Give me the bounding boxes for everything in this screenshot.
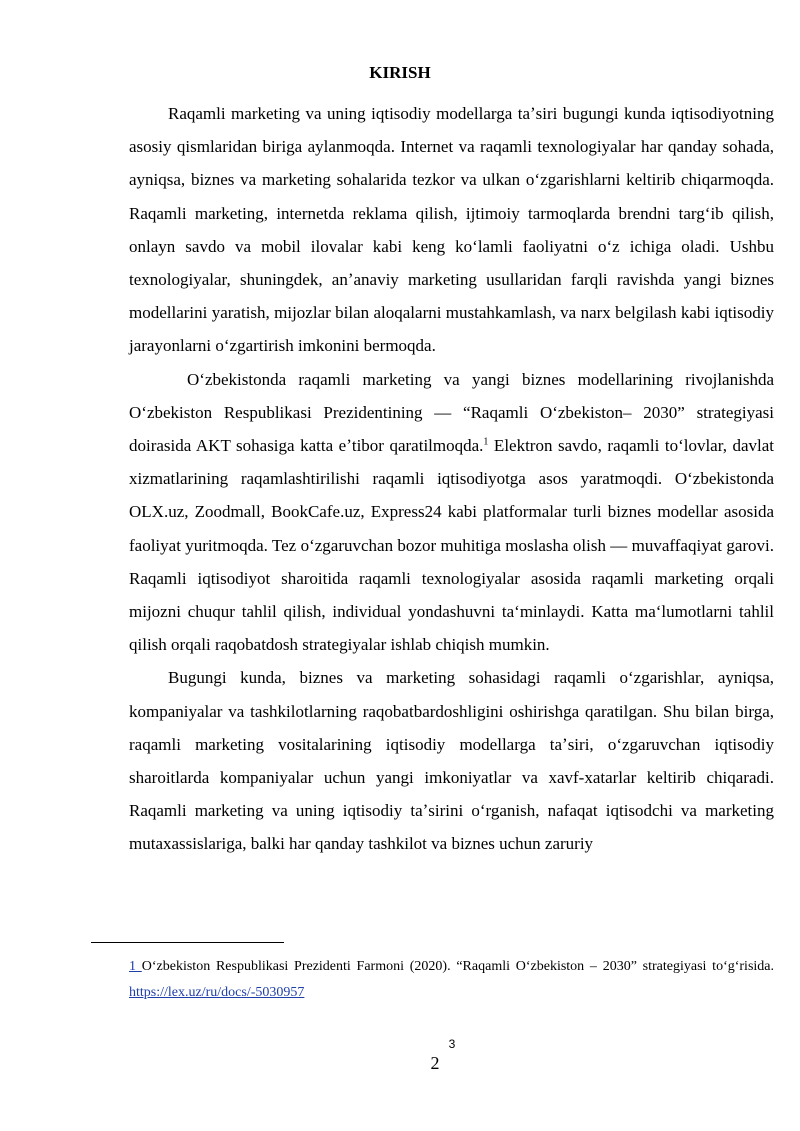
paragraph-2-text-a: Oʻzbekistonda raqamli marketing va yangi biznes modellarining rivojlanishda Oʻzbekiston Respublikasi Prezidentining — “Raqamli Oʻzbekiston– 2030” strategiyasi doirasida AKT sohasiga katta eʼtibor qaratilmoqda. [129,369,774,456]
page-number: 2 [430,1053,440,1073]
footnote-separator [91,942,284,943]
footnote [129,954,774,1006]
paragraph-2 [129,363,774,662]
superscript-page-marker: 3 [448,1037,456,1051]
paragraph-2-text-b: Elektron savdo, raqamli toʻlovlar, davlat xizmatlarining raqamlashtirilishi raqamli iqtisodiyotga asos yaratmoqdi. Oʻzbekistonda OLX.uz, Zoodmall, BookCafe.uz, Express24 kabi platformalar turli biznes modellar asosida faoliyat yuritmoqda. Tez oʻzgaruvchan bozor muhitiga moslasha olish — muvaffaqiyat garovi. Raqamli iqtisodiyot sharoitida raqamli texnologiyalar asosida raqamli marketing orqali mijozni chuqur tahlil qilish, individual yondashuvni taʻminlaydi. Katta maʻlumotlarni tahlil qilish orqali raqobatdosh strategiyalar ishlab chiqish mumkin. [129,436,775,655]
footnote-number[interactable]: 1 [129,959,142,974]
page-title: KIRISH [369,63,431,82]
footnote-reference[interactable]: 1 [483,436,489,448]
paragraph-3: Bugungi kunda, biznes va marketing sohasidagi raqamli oʻzgarishlar, ayniqsa, kompaniyalar va tashkilotlarning raqobatbardoshligini oshirishga qaratilgan. Shu bilan birga, raqamli marketing vositalarining iqtisodiy modellarga taʼsiri, oʻzgaruvchan iqtisodiy sharoitlarda kompaniyalar uchun yangi imkoniyatlar va xavf-xatarlar keltirib chiqaradi. Raqamli marketing va uning iqtisodiy taʼsirini oʻrganish, nafaqat iqtisodchi va marketing mutaxassislariga, balki har qanday tashkilot va biznes uchun zaruriy [129,668,774,854]
footnote-link[interactable]: https://lex.uz/ru/docs/-5030957 [129,985,305,1000]
paragraph-1: Raqamli marketing va uning iqtisodiy modellarga taʼsiri bugungi kunda iqtisodiyotning asosiy qismlaridan biriga aylanmoqda. Internet va raqamli texnologiyalar har qanday sohada, ayniqsa, biznes va marketing sohalarida tezkor va ulkan oʻzgarishlarni keltirib chiqarmoqda. Raqamli marketing, internetda reklama qilish, ijtimoiy tarmoqlarda brendni targʻib qilish, onlayn savdo va mobil ilovalar kabi keng koʻlamli faoliyatni oʻz ichiga oladi. Ushbu texnologiyalar, shuningdek, anʼanaviy marketing usullaridan farqli ravishda yangi biznes modellarini yaratish, mijozlar bilan aloqalarni mustahkamlash, va narx belgilash kabi iqtisodiy jarayonlarni oʻzgartirish imkonini bermoqda. [129,104,774,356]
body-text [129,97,774,861]
footnote-text: Oʻzbekiston Respublikasi Prezidenti Farmoni (2020). “Raqamli Oʻzbekiston – 2030” strategiyasi toʻgʻrisida. [141,959,775,974]
